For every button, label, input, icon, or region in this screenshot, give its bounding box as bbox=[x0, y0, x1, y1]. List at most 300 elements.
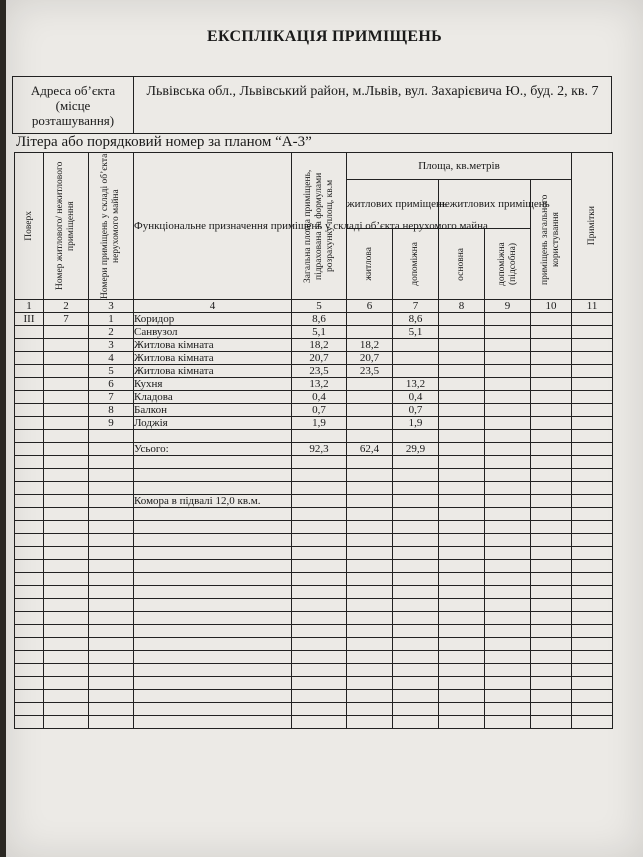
cell-living-area bbox=[347, 404, 393, 417]
cell-unit bbox=[44, 443, 89, 456]
cell-empty bbox=[572, 313, 613, 326]
cell-room-number bbox=[89, 443, 134, 456]
cell-empty bbox=[292, 586, 347, 599]
cell-total-area bbox=[292, 430, 347, 443]
header-function: Функціональне призначення приміщень у складі об’єкта нерухомого майна bbox=[134, 153, 292, 300]
cell-empty bbox=[531, 391, 572, 404]
cell-empty bbox=[439, 469, 485, 482]
cell-empty bbox=[485, 534, 531, 547]
cell-empty bbox=[531, 716, 572, 729]
cell-room-name: Житлова кімната bbox=[134, 365, 292, 378]
cell-room-name bbox=[134, 456, 292, 469]
blank-row bbox=[15, 586, 613, 599]
cell-empty bbox=[439, 703, 485, 716]
cell-empty bbox=[485, 313, 531, 326]
cell-empty bbox=[44, 599, 89, 612]
cell-empty bbox=[393, 521, 439, 534]
cell-empty bbox=[572, 443, 613, 456]
cell-empty bbox=[531, 456, 572, 469]
cell-living-area: 20,7 bbox=[347, 352, 393, 365]
cell-unit bbox=[44, 391, 89, 404]
cell-aux-area: 0,7 bbox=[393, 404, 439, 417]
cell-empty bbox=[134, 560, 292, 573]
cell-unit: 7 bbox=[44, 313, 89, 326]
cell-empty bbox=[393, 547, 439, 560]
cell-room-number: 9 bbox=[89, 417, 134, 430]
cell-empty bbox=[485, 378, 531, 391]
plan-litera: Літера або порядковий номер за планом “А-3” bbox=[16, 134, 312, 150]
cell-empty bbox=[292, 547, 347, 560]
cell-empty bbox=[134, 586, 292, 599]
cell-empty bbox=[572, 404, 613, 417]
cell-unit bbox=[44, 482, 89, 495]
cell-empty bbox=[134, 638, 292, 651]
cell-empty bbox=[439, 352, 485, 365]
cell-empty bbox=[485, 703, 531, 716]
cell-empty bbox=[44, 521, 89, 534]
explication-table bbox=[14, 152, 613, 729]
cell-room-number bbox=[89, 469, 134, 482]
cell-empty bbox=[134, 664, 292, 677]
cell-empty bbox=[292, 651, 347, 664]
cell-empty bbox=[15, 547, 44, 560]
cell-room-name: Кухня bbox=[134, 378, 292, 391]
cell-unit bbox=[44, 495, 89, 508]
cell-empty bbox=[15, 677, 44, 690]
blank-row bbox=[15, 625, 613, 638]
cell-empty bbox=[485, 508, 531, 521]
blank-row bbox=[15, 599, 613, 612]
cell-empty bbox=[347, 690, 393, 703]
cell-empty bbox=[485, 599, 531, 612]
blank-row bbox=[15, 534, 613, 547]
cell-total-area: 23,5 bbox=[292, 365, 347, 378]
cell-empty bbox=[439, 443, 485, 456]
blank-row bbox=[15, 638, 613, 651]
cell-empty bbox=[572, 625, 613, 638]
cell-empty bbox=[439, 716, 485, 729]
cell-room-number: 4 bbox=[89, 352, 134, 365]
table-row bbox=[15, 326, 613, 339]
cell-empty bbox=[531, 560, 572, 573]
cell-empty bbox=[134, 534, 292, 547]
cell-empty bbox=[485, 664, 531, 677]
cell-total-area bbox=[292, 469, 347, 482]
cell-empty bbox=[485, 651, 531, 664]
cell-empty bbox=[531, 664, 572, 677]
cell-empty bbox=[531, 326, 572, 339]
cell-empty bbox=[485, 677, 531, 690]
cell-empty bbox=[485, 352, 531, 365]
cell-empty bbox=[89, 547, 134, 560]
cell-total-area: 0,7 bbox=[292, 404, 347, 417]
blank-row bbox=[15, 677, 613, 690]
cell-empty bbox=[393, 612, 439, 625]
cell-empty bbox=[15, 586, 44, 599]
cell-empty bbox=[572, 469, 613, 482]
cell-empty bbox=[134, 508, 292, 521]
cell-empty bbox=[439, 651, 485, 664]
cell-empty bbox=[15, 703, 44, 716]
cell-aux-area: 29,9 bbox=[393, 443, 439, 456]
cell-empty bbox=[439, 430, 485, 443]
cell-empty bbox=[89, 625, 134, 638]
cell-empty bbox=[439, 404, 485, 417]
cell-empty bbox=[572, 456, 613, 469]
cell-living-area bbox=[347, 326, 393, 339]
cell-total-area bbox=[292, 456, 347, 469]
cell-empty bbox=[292, 573, 347, 586]
cell-empty bbox=[531, 638, 572, 651]
blank-row bbox=[15, 560, 613, 573]
cell-empty bbox=[44, 625, 89, 638]
column-number: 7 bbox=[393, 300, 439, 313]
cell-total-area: 1,9 bbox=[292, 417, 347, 430]
cell-empty bbox=[572, 651, 613, 664]
column-number: 3 bbox=[89, 300, 134, 313]
cell-floor bbox=[15, 482, 44, 495]
cell-empty bbox=[531, 612, 572, 625]
blank-row bbox=[15, 573, 613, 586]
cell-room-name bbox=[134, 430, 292, 443]
cell-empty bbox=[44, 534, 89, 547]
cell-empty bbox=[347, 508, 393, 521]
cell-room-number: 2 bbox=[89, 326, 134, 339]
cell-floor bbox=[15, 326, 44, 339]
cell-total-area: 92,3 bbox=[292, 443, 347, 456]
cell-empty bbox=[393, 664, 439, 677]
cell-room-number: 8 bbox=[89, 404, 134, 417]
cell-empty bbox=[572, 430, 613, 443]
cell-empty bbox=[531, 599, 572, 612]
cell-empty bbox=[347, 716, 393, 729]
cell-empty bbox=[134, 716, 292, 729]
cell-aux-area bbox=[393, 352, 439, 365]
cell-empty bbox=[347, 651, 393, 664]
cell-floor bbox=[15, 456, 44, 469]
cell-empty bbox=[572, 573, 613, 586]
address-block bbox=[12, 76, 612, 134]
cell-empty bbox=[292, 677, 347, 690]
cell-empty bbox=[439, 638, 485, 651]
cell-empty bbox=[292, 625, 347, 638]
cell-aux-area: 1,9 bbox=[393, 417, 439, 430]
cell-living-area bbox=[347, 469, 393, 482]
column-number: 11 bbox=[572, 300, 613, 313]
cell-empty bbox=[531, 521, 572, 534]
column-number: 2 bbox=[44, 300, 89, 313]
cell-room-name: Житлова кімната bbox=[134, 339, 292, 352]
cell-empty bbox=[44, 508, 89, 521]
cell-empty bbox=[485, 573, 531, 586]
cell-floor bbox=[15, 430, 44, 443]
cell-room-number: 7 bbox=[89, 391, 134, 404]
cell-empty bbox=[485, 404, 531, 417]
cell-aux-area: 13,2 bbox=[393, 378, 439, 391]
cell-aux-area bbox=[393, 365, 439, 378]
cell-empty bbox=[15, 690, 44, 703]
cell-empty bbox=[531, 495, 572, 508]
cell-empty bbox=[531, 443, 572, 456]
cell-empty bbox=[485, 391, 531, 404]
cell-room-name: Коридор bbox=[134, 313, 292, 326]
cell-empty bbox=[393, 625, 439, 638]
blank-row bbox=[15, 547, 613, 560]
cell-empty bbox=[89, 508, 134, 521]
cell-empty bbox=[134, 612, 292, 625]
cell-empty bbox=[44, 651, 89, 664]
cell-empty bbox=[89, 703, 134, 716]
cell-empty bbox=[134, 690, 292, 703]
cell-empty bbox=[44, 547, 89, 560]
cell-empty bbox=[572, 560, 613, 573]
cell-aux-area bbox=[393, 495, 439, 508]
cell-empty bbox=[347, 612, 393, 625]
table-row bbox=[15, 417, 613, 430]
table-row bbox=[15, 391, 613, 404]
cell-floor bbox=[15, 469, 44, 482]
cell-floor bbox=[15, 417, 44, 430]
cell-empty bbox=[89, 586, 134, 599]
cell-empty bbox=[292, 508, 347, 521]
cell-empty bbox=[531, 352, 572, 365]
cell-empty bbox=[15, 599, 44, 612]
table-row bbox=[15, 456, 613, 469]
cell-empty bbox=[485, 716, 531, 729]
cell-empty bbox=[485, 560, 531, 573]
blank-row bbox=[15, 690, 613, 703]
cell-room-name bbox=[134, 482, 292, 495]
cell-empty bbox=[572, 612, 613, 625]
cell-living-area bbox=[347, 391, 393, 404]
cell-empty bbox=[393, 508, 439, 521]
header-aux-sub: допоміжна (підсобна) bbox=[496, 242, 518, 286]
table-row bbox=[15, 352, 613, 365]
cell-living-area bbox=[347, 456, 393, 469]
cell-living-area bbox=[347, 417, 393, 430]
cell-empty bbox=[89, 534, 134, 547]
cell-empty bbox=[439, 690, 485, 703]
cell-total-area bbox=[292, 482, 347, 495]
cell-empty bbox=[572, 326, 613, 339]
cell-empty bbox=[393, 534, 439, 547]
column-number: 1 bbox=[15, 300, 44, 313]
cell-empty bbox=[393, 586, 439, 599]
cell-empty bbox=[572, 482, 613, 495]
cell-empty bbox=[393, 677, 439, 690]
cell-empty bbox=[485, 469, 531, 482]
header-floor: Поверх bbox=[23, 211, 34, 241]
cell-empty bbox=[531, 547, 572, 560]
cell-empty bbox=[572, 378, 613, 391]
address-label: Адреса об’єкта (місце розташування) bbox=[13, 77, 134, 133]
cell-empty bbox=[572, 521, 613, 534]
cell-living-area bbox=[347, 378, 393, 391]
cell-empty bbox=[572, 365, 613, 378]
cell-empty bbox=[531, 586, 572, 599]
cell-empty bbox=[292, 599, 347, 612]
cell-floor bbox=[15, 391, 44, 404]
cell-empty bbox=[572, 352, 613, 365]
cell-empty bbox=[439, 339, 485, 352]
cell-empty bbox=[531, 651, 572, 664]
cell-empty bbox=[292, 638, 347, 651]
cell-unit bbox=[44, 417, 89, 430]
cell-empty bbox=[44, 586, 89, 599]
cell-empty bbox=[393, 573, 439, 586]
cell-empty bbox=[89, 612, 134, 625]
header-area-group: Площа, кв.метрів bbox=[347, 153, 572, 180]
cell-empty bbox=[89, 573, 134, 586]
address-value: Львівська обл., Львівський район, м.Львів, вул. Захарієвича Ю., буд. 2, кв. 7 bbox=[146, 84, 599, 99]
table-row bbox=[15, 404, 613, 417]
cell-empty bbox=[347, 625, 393, 638]
cell-total-area: 0,4 bbox=[292, 391, 347, 404]
blank-row bbox=[15, 703, 613, 716]
page-title: ЕКСПЛІКАЦІЯ ПРИМІЩЕНЬ bbox=[207, 28, 442, 45]
cell-empty bbox=[531, 534, 572, 547]
cell-total-area: 8,6 bbox=[292, 313, 347, 326]
cell-empty bbox=[572, 677, 613, 690]
cell-empty bbox=[89, 651, 134, 664]
blank-row bbox=[15, 521, 613, 534]
cell-empty bbox=[572, 716, 613, 729]
cell-aux-area bbox=[393, 430, 439, 443]
cell-empty bbox=[15, 508, 44, 521]
cell-empty bbox=[439, 612, 485, 625]
cell-room-name: Балкон bbox=[134, 404, 292, 417]
cell-aux-area: 8,6 bbox=[393, 313, 439, 326]
blank-row bbox=[15, 612, 613, 625]
table-row bbox=[15, 365, 613, 378]
cell-empty bbox=[15, 612, 44, 625]
cell-empty bbox=[531, 404, 572, 417]
cell-empty bbox=[292, 560, 347, 573]
cell-floor: ІІІ bbox=[15, 313, 44, 326]
header-common: приміщень загального користування bbox=[540, 194, 562, 285]
cell-empty bbox=[134, 547, 292, 560]
cell-empty bbox=[531, 508, 572, 521]
cell-empty bbox=[572, 547, 613, 560]
cell-empty bbox=[393, 651, 439, 664]
cell-empty bbox=[44, 573, 89, 586]
cell-room-number bbox=[89, 495, 134, 508]
table-row bbox=[15, 378, 613, 391]
cell-aux-area bbox=[393, 456, 439, 469]
cell-empty bbox=[572, 664, 613, 677]
cell-empty bbox=[531, 378, 572, 391]
blank-row bbox=[15, 651, 613, 664]
cell-empty bbox=[347, 586, 393, 599]
cell-room-name: Кладова bbox=[134, 391, 292, 404]
cell-room-name: Житлова кімната bbox=[134, 352, 292, 365]
cell-empty bbox=[393, 690, 439, 703]
cell-empty bbox=[485, 521, 531, 534]
cell-empty bbox=[393, 638, 439, 651]
cell-empty bbox=[439, 508, 485, 521]
cell-room-name: Санвузол bbox=[134, 326, 292, 339]
cell-unit bbox=[44, 339, 89, 352]
cell-empty bbox=[572, 495, 613, 508]
cell-empty bbox=[15, 638, 44, 651]
cell-empty bbox=[89, 521, 134, 534]
cell-empty bbox=[485, 326, 531, 339]
cell-unit bbox=[44, 378, 89, 391]
cell-unit bbox=[44, 326, 89, 339]
table-row bbox=[15, 495, 613, 508]
cell-room-number bbox=[89, 482, 134, 495]
cell-empty bbox=[44, 703, 89, 716]
cell-empty bbox=[89, 599, 134, 612]
cell-living-area: 18,2 bbox=[347, 339, 393, 352]
cell-empty bbox=[485, 430, 531, 443]
cell-empty bbox=[44, 560, 89, 573]
header-notes: Примітки bbox=[586, 206, 597, 246]
cell-empty bbox=[485, 625, 531, 638]
cell-unit bbox=[44, 404, 89, 417]
column-number: 6 bbox=[347, 300, 393, 313]
cell-empty bbox=[44, 716, 89, 729]
cell-empty bbox=[572, 690, 613, 703]
cell-empty bbox=[44, 690, 89, 703]
cell-empty bbox=[89, 638, 134, 651]
cell-empty bbox=[347, 573, 393, 586]
cell-empty bbox=[347, 547, 393, 560]
cell-aux-area bbox=[393, 469, 439, 482]
cell-room-number: 3 bbox=[89, 339, 134, 352]
cell-room-number bbox=[89, 456, 134, 469]
cell-empty bbox=[439, 586, 485, 599]
cell-empty bbox=[15, 716, 44, 729]
cell-empty bbox=[572, 703, 613, 716]
cell-empty bbox=[292, 521, 347, 534]
cell-empty bbox=[15, 573, 44, 586]
cell-aux-area: 0,4 bbox=[393, 391, 439, 404]
table-row bbox=[15, 339, 613, 352]
header-room-numbers: Номери приміщень у складі об’єкта нерухомого майна bbox=[100, 153, 121, 299]
cell-unit bbox=[44, 352, 89, 365]
cell-empty bbox=[347, 560, 393, 573]
cell-empty bbox=[485, 417, 531, 430]
header-main: основна bbox=[456, 247, 466, 281]
cell-empty bbox=[439, 534, 485, 547]
cell-empty bbox=[485, 586, 531, 599]
cell-empty bbox=[44, 677, 89, 690]
cell-empty bbox=[134, 625, 292, 638]
cell-empty bbox=[439, 313, 485, 326]
cell-empty bbox=[485, 365, 531, 378]
cell-unit bbox=[44, 456, 89, 469]
document-sheet bbox=[6, 0, 643, 857]
cell-empty bbox=[439, 378, 485, 391]
cell-room-number: 1 bbox=[89, 313, 134, 326]
column-number: 4 bbox=[134, 300, 292, 313]
cell-room-name: Усього: bbox=[134, 443, 292, 456]
cell-unit bbox=[44, 365, 89, 378]
cell-floor bbox=[15, 378, 44, 391]
cell-empty bbox=[485, 482, 531, 495]
cell-empty bbox=[89, 677, 134, 690]
cell-empty bbox=[347, 677, 393, 690]
cell-room-number bbox=[89, 430, 134, 443]
cell-empty bbox=[572, 638, 613, 651]
table-row bbox=[15, 313, 613, 326]
cell-total-area bbox=[292, 495, 347, 508]
header-total-area: Загальна площа приміщень, підрахована за формулами розрахунку площ, кв.м bbox=[302, 169, 335, 283]
cell-empty bbox=[44, 664, 89, 677]
column-number: 8 bbox=[439, 300, 485, 313]
cell-empty bbox=[485, 443, 531, 456]
